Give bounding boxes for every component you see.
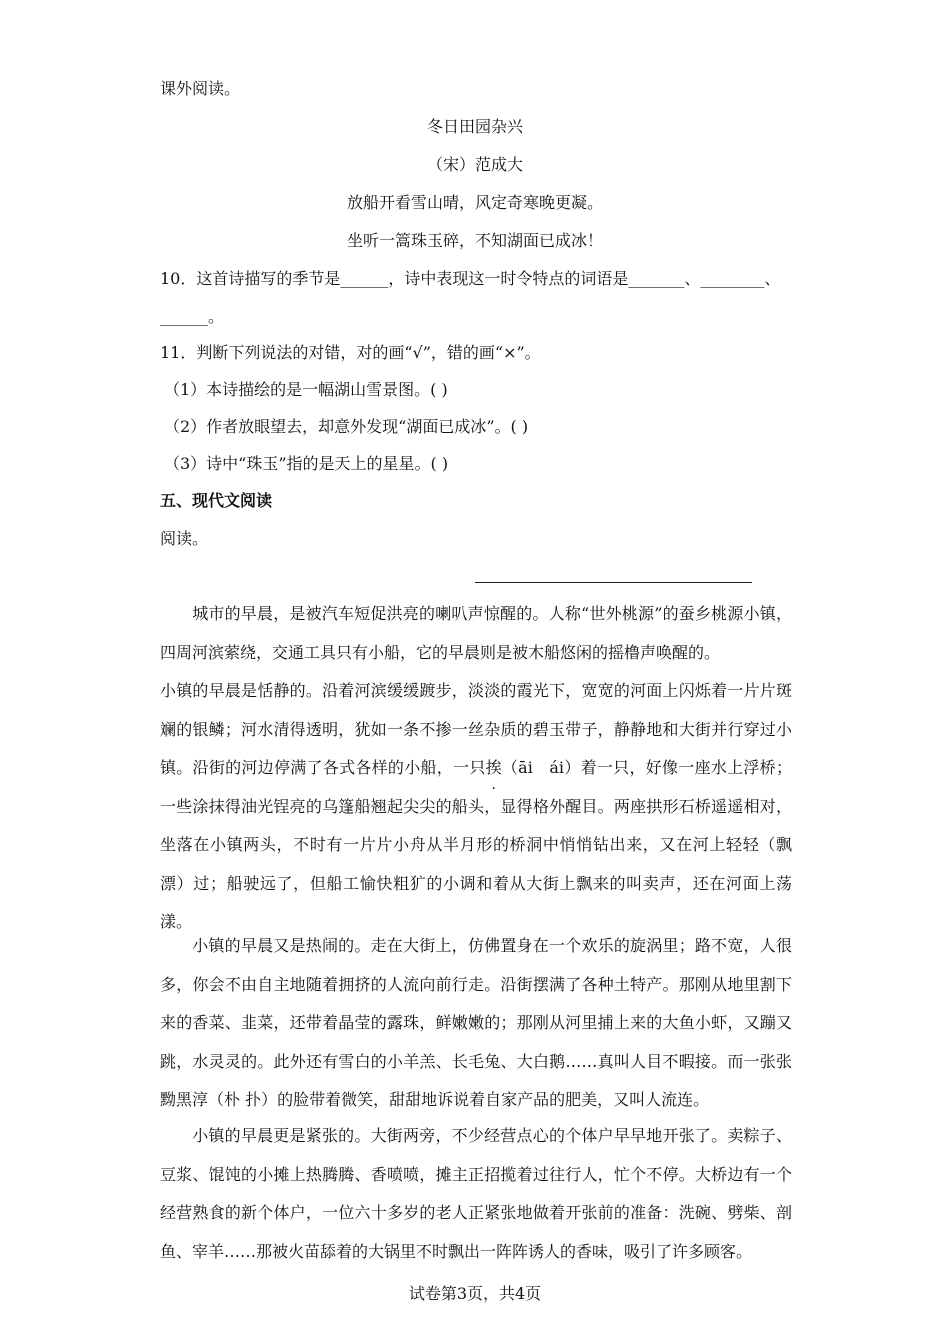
question-10-line-2: ______。 — [160, 307, 225, 326]
section-5-heading: 五、现代文阅读 — [160, 491, 273, 510]
passage-p4-text: 小镇的早晨更是紧张的。大街两旁，不少经营点心的个体户早早地开张了。卖粽子、豆浆、馄饨的小摊上热腾腾、香喷喷，摊主正招揽着过往行人，忙个不停。大桥边有一个经营熟食的新个体户，一位六十多岁的老人正紧张地做着开张前的准备：洗碗、劈柴、剖鱼、宰羊……那被火苗舔着的大锅里不时飘出一阵阵诱人的香味，吸引了许多顾客。 — [160, 1126, 792, 1261]
title-blank-line — [475, 582, 752, 583]
passage-paragraph-3 — [160, 927, 792, 1120]
poem-title: 冬日田园杂兴 — [426, 117, 523, 136]
poem-line-2: 坐听一篙珠玉碎，不知湖面已成冰！ — [346, 231, 603, 250]
intro-text: 课外阅读。 — [160, 79, 241, 98]
poem-line-1: 放船开看雪山晴，风定奇寒晚更凝。 — [346, 193, 603, 212]
passage-p2-text-b: （āi ái）着一只，好像一座水上浮桥；一些涂抹得油光锃亮的乌篷船翘起尖尖的船头，显得格外醒目。两座拱形石桥遥遥相对，坐落在小镇两头，不时有一片片小舟从半月形的桥洞中悄悄钻出来，又在河上轻轻（飘 漂）过；船驶远了，但船工愉快粗犷的小调和着从大街上飘来的叫卖声，还在河面上荡漾。 — [160, 758, 814, 931]
question-11-stem: 11．判断下列说法的对错，对的画“√”，错的画“×”。 — [160, 343, 541, 362]
passage-p1-text: 城市的早晨，是被汽车短促洪亮的喇叭声惊醒的。人称“世外桃源”的蚕乡桃源小镇，四周河滨萦绕，交通工具只有小船，它的早晨则是被木船悠闲的摇橹声唤醒的。 — [160, 604, 792, 662]
question-11-item-1: （1）本诗描绘的是一幅湖山雪景图。( ) — [164, 380, 448, 399]
emphasis-dot-char: 挨 — [485, 758, 502, 777]
question-11-item-2: （2）作者放眼望去，却意外发现“湖面已成冰”。( ) — [164, 417, 529, 436]
passage-p2-text-a: 小镇的早晨是恬静的。沿着河滨缓缓踱步，淡淡的霞光下，宽宽的河面上闪烁着一片片斑斓的银鳞；河水清得透明，犹如一条不掺一丝杂质的碧玉带子，静静地和大街并行穿过小镇。沿街的河边停满了各式各样的小船，一只 — [160, 681, 792, 777]
passage-paragraph-1 — [160, 595, 792, 672]
question-11-item-3: （3）诗中“珠玉”指的是天上的星星。( ) — [164, 454, 449, 473]
passage-paragraph-4 — [160, 1117, 792, 1271]
poem-author: （宋）范成大 — [426, 155, 523, 174]
passage-paragraph-2 — [160, 672, 814, 942]
passage-p3-text: 小镇的早晨又是热闹的。走在大街上，仿佛置身在一个欢乐的旋涡里；路不宽，人很多，你会不由自主地随着拥挤的人流向前行走。沿街摆满了各种土特产。那刚从地里割下来的香菜、韭菜，还带着晶莹的露珠，鲜嫩嫩的；那刚从河里捕上来的大鱼小虾，又蹦又跳，水灵灵的。此外还有雪白的小羊羔、长毛兔、大白鹅……真叫人目不暇接。而一张张黝黑淳（朴 扑）的脸带着微笑，甜甜地诉说着自家产品的肥美，又叫人流连。 — [160, 936, 792, 1109]
question-10-line-1: 10．这首诗描写的季节是______，诗中表现这一时令特点的词语是_______、________、 — [160, 269, 781, 288]
page-footer: 试卷第3页，共4页 — [408, 1284, 542, 1303]
section-5-instruction: 阅读。 — [160, 529, 209, 548]
